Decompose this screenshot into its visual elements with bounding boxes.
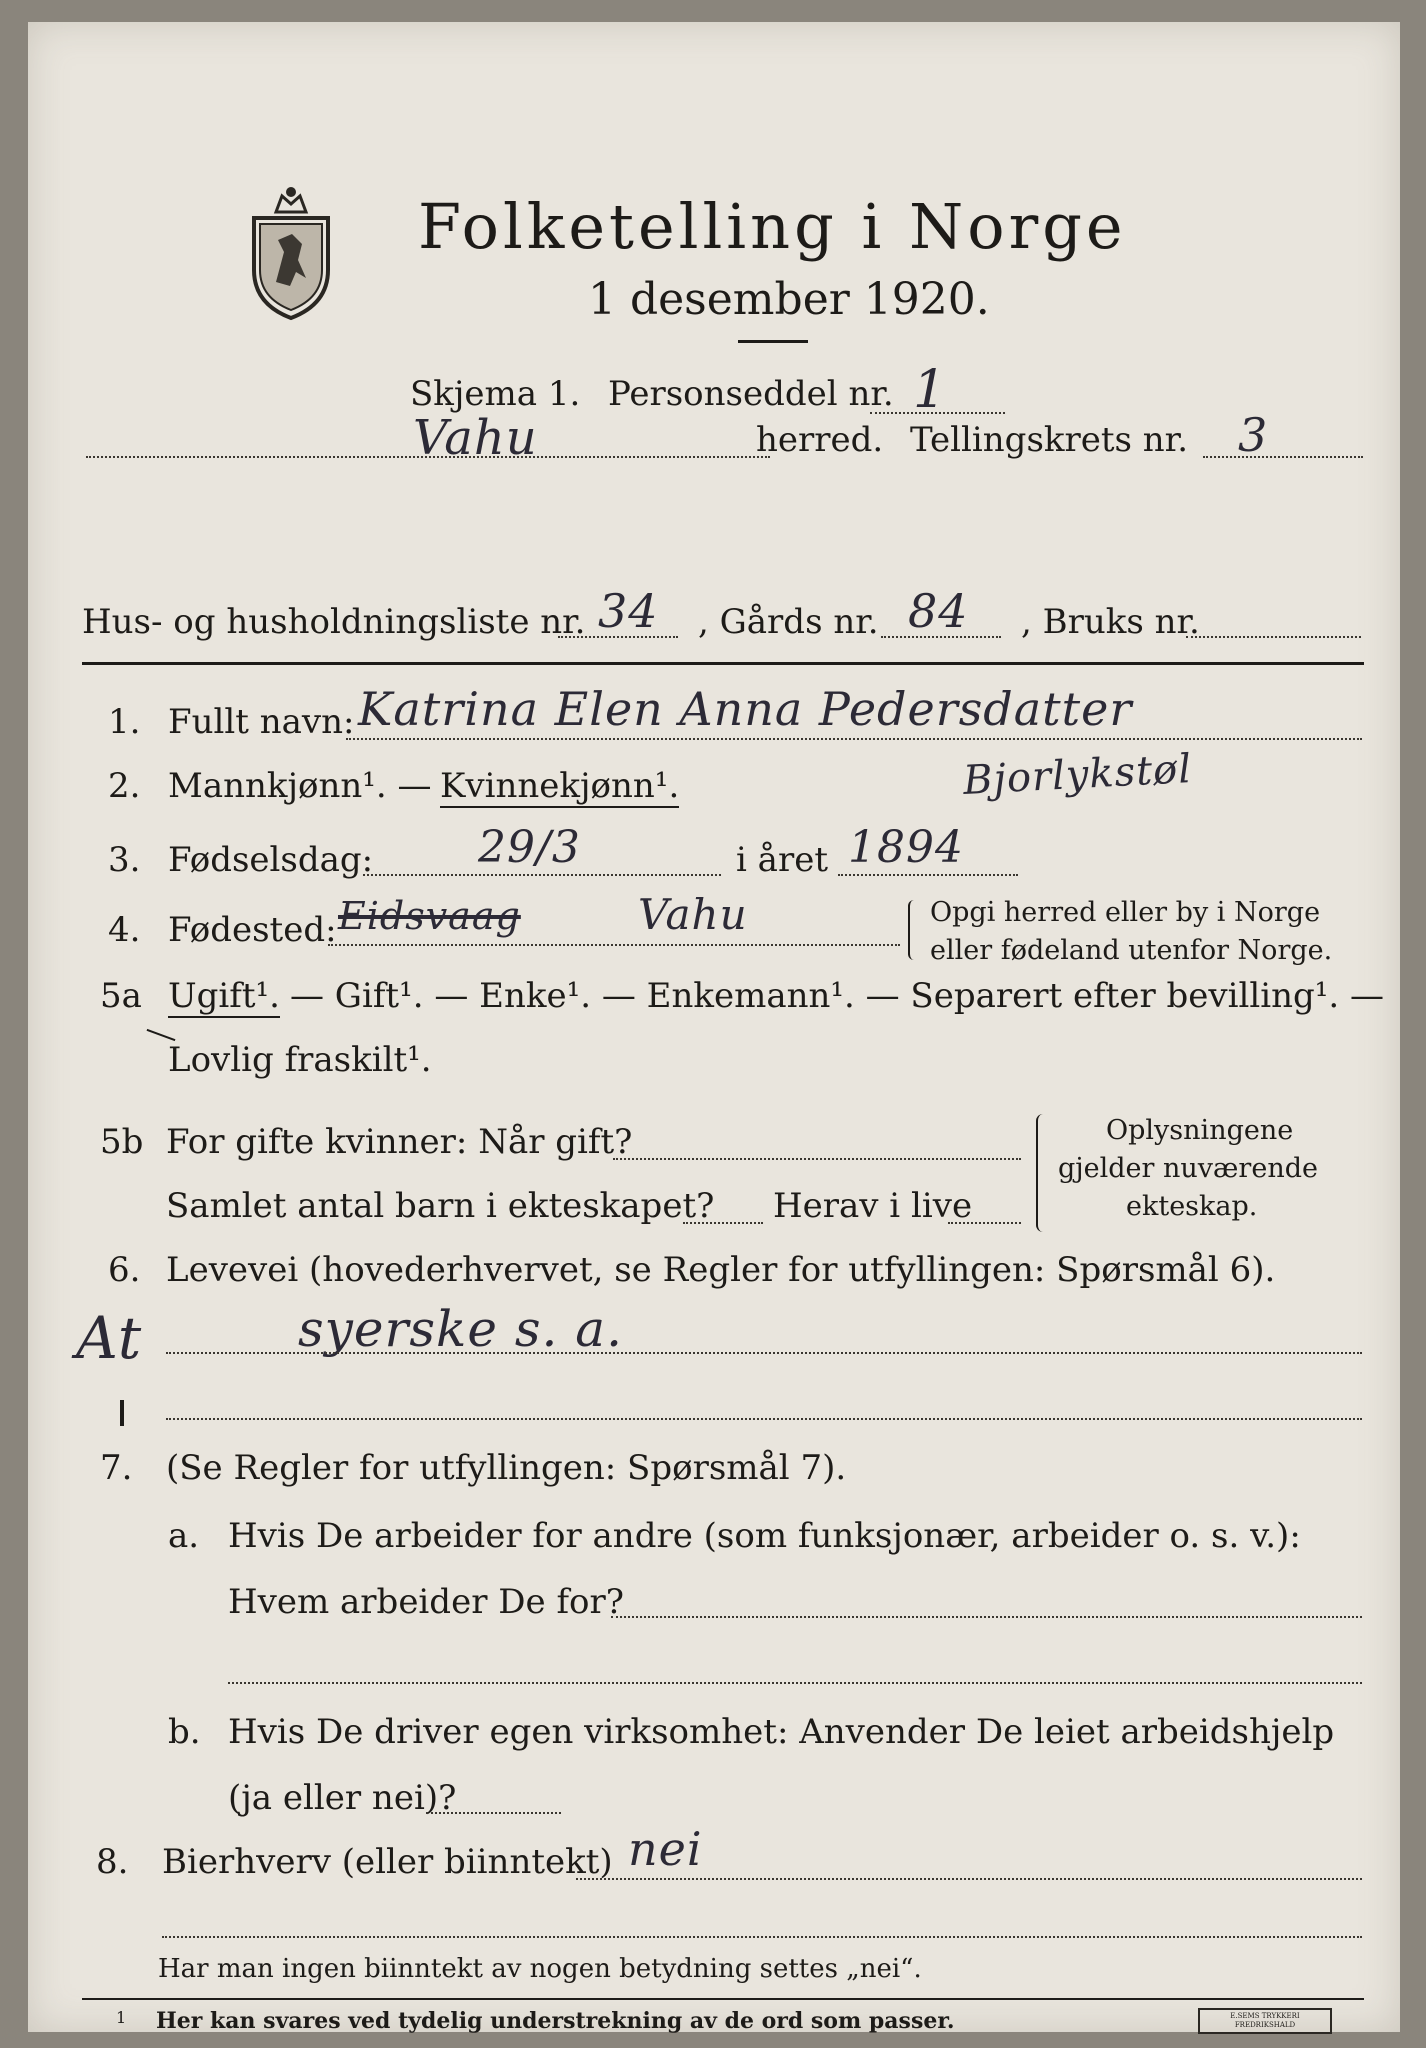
- q8-label: Bierhverv (eller biinntekt): [162, 1842, 613, 1882]
- q1-number: 1.: [108, 702, 141, 742]
- children-total-label: Samlet antal barn i ekteskapet?: [166, 1186, 715, 1226]
- employer-field-line-1: [611, 1616, 1362, 1618]
- marriage-note-line3: ekteskap.: [1126, 1191, 1258, 1222]
- married-when-label: For gifte kvinner: Når gift?: [166, 1122, 633, 1162]
- bruks-field-line: [1186, 636, 1361, 638]
- census-form-page: [28, 22, 1400, 2032]
- q1-label: Fullt navn:: [168, 702, 355, 742]
- footnote-mark: 1: [116, 2008, 127, 2027]
- occupation-margin-tick: [120, 1400, 124, 1426]
- tellingskrets-input[interactable]: 3: [1238, 408, 1269, 462]
- q7b-number: b.: [168, 1712, 201, 1752]
- side-income-field-line-1: [576, 1878, 1362, 1880]
- mannkjonn-option[interactable]: Mannkjønn¹. —: [168, 766, 432, 806]
- bruks-label: , Bruks nr.: [1021, 602, 1200, 642]
- birthplace-input[interactable]: Vahu: [638, 890, 748, 939]
- birthday-field-line: [363, 874, 721, 876]
- q7-label: (Se Regler for utfyllingen: Spørsmål 7).: [166, 1448, 847, 1488]
- birthplace-note-line2: eller fødeland utenfor Norge.: [930, 935, 1333, 966]
- tellingskrets-label: Tellingskrets nr.: [910, 420, 1189, 460]
- q1-field-line: [346, 738, 1362, 740]
- full-name-input[interactable]: Katrina Elen Anna Pedersdatter: [358, 682, 1133, 736]
- marriage-note-line2: gjelder nuværende: [1058, 1153, 1318, 1184]
- footer-separator: [82, 1998, 1364, 2000]
- footnote-text: Her kan svares ved tydelig understrekning av de ord som passer.: [156, 2008, 955, 2034]
- q8-number: 8.: [96, 1842, 129, 1882]
- children-alive-field-line: [948, 1222, 1021, 1224]
- q3-label: Fødselsdag:: [168, 840, 374, 880]
- husholdningsliste-input[interactable]: 34: [598, 584, 659, 638]
- census-date: 1 desember 1920.: [588, 274, 990, 325]
- hired-help-field-line: [426, 1812, 561, 1814]
- birthplace-note-brace: [908, 900, 920, 960]
- q6-label: Levevei (hovederhvervet, se Regler for utfyllingen: Spørsmål 6).: [166, 1250, 1276, 1290]
- married-when-field-line: [613, 1158, 1021, 1160]
- title-divider: [738, 340, 808, 343]
- q3-number: 3.: [108, 840, 141, 880]
- q2-number: 2.: [108, 766, 141, 806]
- gards-label: , Gårds nr.: [698, 602, 879, 642]
- header-separator: [82, 662, 1364, 665]
- tellingskrets-field-line: [1203, 456, 1363, 458]
- q7b-label: Hvis De driver egen virksomhet: Anvender De leiet arbeidshjelp: [228, 1712, 1335, 1752]
- personseddel-number-input[interactable]: 1: [913, 360, 948, 420]
- occupation-field-line-2: [166, 1418, 1362, 1420]
- side-income-input[interactable]: nei: [628, 1822, 703, 1876]
- q7a-label: Hvis De arbeider for andre (som funksjonær, arbeider o. s. v.):: [228, 1516, 1301, 1556]
- q6-number: 6.: [108, 1250, 141, 1290]
- husholdningsliste-label: Hus- og husholdningsliste nr.: [82, 602, 586, 642]
- nei-instruction: Har man ingen biinntekt av nogen betydning settes „nei“.: [158, 1954, 922, 1984]
- herred-label: herred.: [756, 420, 884, 460]
- year-label: i året: [736, 840, 828, 880]
- employer-field-line-2: [228, 1682, 1362, 1684]
- marriage-note-line1: Oplysningene: [1106, 1115, 1294, 1146]
- herred-input[interactable]: Vahu: [413, 410, 538, 466]
- printer-stamp: E.SEMS TRYKKERI FREDRIKSHALD: [1198, 2008, 1332, 2034]
- marital-options[interactable]: — Gift¹. — Enke¹. — Enkemann¹. — Separert efter bevilling¹. —: [290, 976, 1385, 1016]
- ugift-option[interactable]: Ugift¹.: [168, 976, 280, 1016]
- side-income-field-line-2: [162, 1936, 1362, 1938]
- children-total-field-line: [683, 1222, 763, 1224]
- birthplace-field-line: [328, 944, 900, 946]
- full-name-extra[interactable]: Bjorlykstøl: [961, 746, 1194, 804]
- q7-number: 7.: [100, 1448, 133, 1488]
- marriage-note-brace: [1036, 1114, 1050, 1232]
- schema-label: Skjema 1.: [410, 374, 581, 414]
- q7b-yes-no-label: (ja eller nei)?: [228, 1778, 457, 1818]
- q4-label: Fødested:: [168, 910, 337, 950]
- birthplace-struck: Eidsvaag: [338, 894, 521, 938]
- year-field-line: [838, 874, 1018, 876]
- page-title: Folketelling i Norge: [418, 190, 1127, 263]
- q5b-number: 5b: [100, 1122, 144, 1162]
- birthplace-note-line1: Opgi herred eller by i Norge: [930, 897, 1321, 928]
- fraskilt-option[interactable]: Lovlig fraskilt¹.: [168, 1040, 432, 1080]
- kvinnekjonn-option[interactable]: Kvinnekjønn¹.: [440, 766, 680, 806]
- occupation-margin-mark: At: [76, 1304, 143, 1372]
- coat-of-arms-icon: [246, 182, 336, 322]
- children-alive-label: Herav i live: [773, 1186, 973, 1226]
- q7a-number: a.: [168, 1516, 200, 1556]
- q5a-number: 5a: [100, 976, 142, 1016]
- occupation-field-line-1: [166, 1352, 1362, 1354]
- q4-number: 4.: [108, 910, 141, 950]
- birthday-input[interactable]: 29/3: [478, 822, 581, 873]
- q7a-employer-label: Hvem arbeider De for?: [228, 1582, 624, 1622]
- occupation-input[interactable]: syerske s. a.: [298, 1300, 623, 1358]
- personseddel-label: Personseddel nr.: [608, 374, 894, 414]
- gards-input[interactable]: 84: [908, 584, 969, 638]
- birth-year-input[interactable]: 1894: [848, 822, 964, 873]
